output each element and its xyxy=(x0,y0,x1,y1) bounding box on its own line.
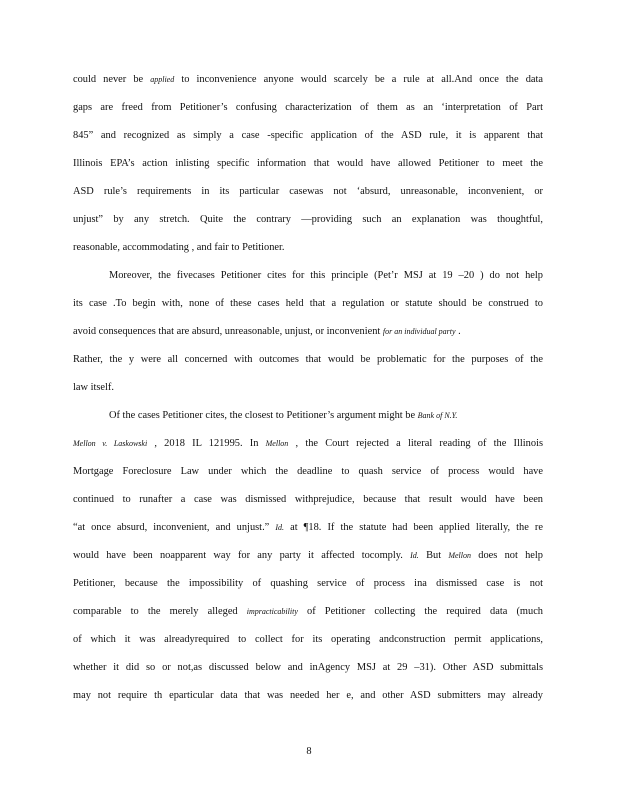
text-line xyxy=(73,494,543,505)
italic-citation: Id. xyxy=(275,523,285,532)
text-segment: could never be xyxy=(73,74,151,85)
text-segment: Of the cases Petitioner cites, the closest to Petitioner’s argument might be xyxy=(109,410,418,421)
text-segment: 845” and recognized as simply a case -specific application of the ASD rule, it is apparent that xyxy=(73,130,543,141)
page-number: 8 xyxy=(306,746,312,757)
text-segment: , the Court rejected a literal reading of the Illinois xyxy=(288,438,544,449)
text-segment: of which it was alreadyrequired to collect for its operating andconstruction permit applications, xyxy=(73,634,543,645)
text-segment: may not require th eparticular data that was needed her e, and other ASD submitters may already xyxy=(73,690,543,701)
text-line xyxy=(73,354,543,365)
italic-citation: Mellon xyxy=(448,551,472,560)
text-segment: avoid consequences that are absurd, unreasonable, unjust, or inconvenient xyxy=(73,326,383,337)
text-segment: does not help xyxy=(471,550,543,561)
text-segment: Illinois EPA’s action inlisting specific information that would have allowed Petitioner to meet the xyxy=(73,158,543,169)
text-segment: to inconvenience anyone would scarcely be a rule at all.And once the data xyxy=(174,74,544,85)
text-segment: at ¶18. If the statute had been applied literally, the re xyxy=(284,522,543,533)
text-segment: comparable to the merely alleged xyxy=(73,606,247,617)
text-segment: . xyxy=(455,326,461,337)
text-segment: Mortgage Foreclosure Law under which the deadline to quash service of process would have xyxy=(73,466,543,477)
text-line xyxy=(73,522,543,533)
italic-citation: Id. xyxy=(410,551,419,560)
text-line xyxy=(73,298,543,309)
text-line xyxy=(73,214,543,225)
text-line xyxy=(73,74,543,85)
text-segment: continued to runafter a case was dismissed withprejudice, because that result would have been xyxy=(73,494,543,505)
text-line xyxy=(73,102,543,113)
text-line xyxy=(109,410,543,421)
text-line xyxy=(73,130,543,141)
italic-citation: for an individual party xyxy=(382,327,456,336)
italic-citation: applied xyxy=(150,75,175,84)
text-segment: unjust” by any stretch. Quite the contrary —providing such an explanation was thoughtful, xyxy=(73,214,543,225)
text-line xyxy=(73,550,543,561)
text-line xyxy=(73,438,543,449)
text-line xyxy=(73,662,543,673)
text-segment: But xyxy=(418,550,449,561)
text-line xyxy=(73,382,543,393)
text-segment: law itself. xyxy=(73,382,114,393)
text-segment: Petitioner, because the impossibility of quashing service of process ina dismissed case is not xyxy=(73,578,543,589)
text-line xyxy=(73,158,543,169)
text-segment: Rather, the y were all concerned with outcomes that would be problematic for the purposes of the xyxy=(73,354,543,365)
text-line xyxy=(73,634,543,645)
text-segment: , 2018 IL 121995. In xyxy=(147,438,266,449)
text-line xyxy=(73,606,543,617)
italic-citation: Mellon v. Laskowski xyxy=(73,439,148,448)
text-segment: “at once absurd, inconvenient, and unjust.” xyxy=(73,522,276,533)
italic-citation: impracticability xyxy=(246,607,298,616)
text-segment: Moreover, the fivecases Petitioner cites for this principle (Pet’r MSJ at 19 –20 ) do not help xyxy=(109,270,543,281)
text-segment: reasonable, accommodating , and fair to Petitioner. xyxy=(73,242,285,253)
text-line xyxy=(109,270,543,281)
text-segment: gaps are freed from Petitioner’s confusing characterization of them as an ‘interpretation of Part xyxy=(73,102,543,113)
italic-citation: Mellon xyxy=(265,439,289,448)
text-line xyxy=(73,326,543,337)
text-segment: of Petitioner collecting the required data (much xyxy=(297,606,544,617)
text-line xyxy=(73,242,543,253)
text-segment: would have been noapparent way for any party it affected tocomply. xyxy=(73,550,411,561)
text-line xyxy=(73,186,543,197)
text-line xyxy=(73,690,543,701)
text-line xyxy=(73,466,543,477)
text-segment: ASD rule’s requirements in its particular casewas not ‘absurd, unreasonable, inconvenient, or xyxy=(73,186,543,197)
text-segment: whether it did so or not,as discussed below and inAgency MSJ at 29 –31). Other ASD submittals xyxy=(73,662,543,673)
text-line xyxy=(73,578,543,589)
text-segment: its case .To begin with, none of these cases held that a regulation or statute should be construed to xyxy=(73,298,543,309)
italic-citation: Bank of N.Y. xyxy=(417,411,458,420)
